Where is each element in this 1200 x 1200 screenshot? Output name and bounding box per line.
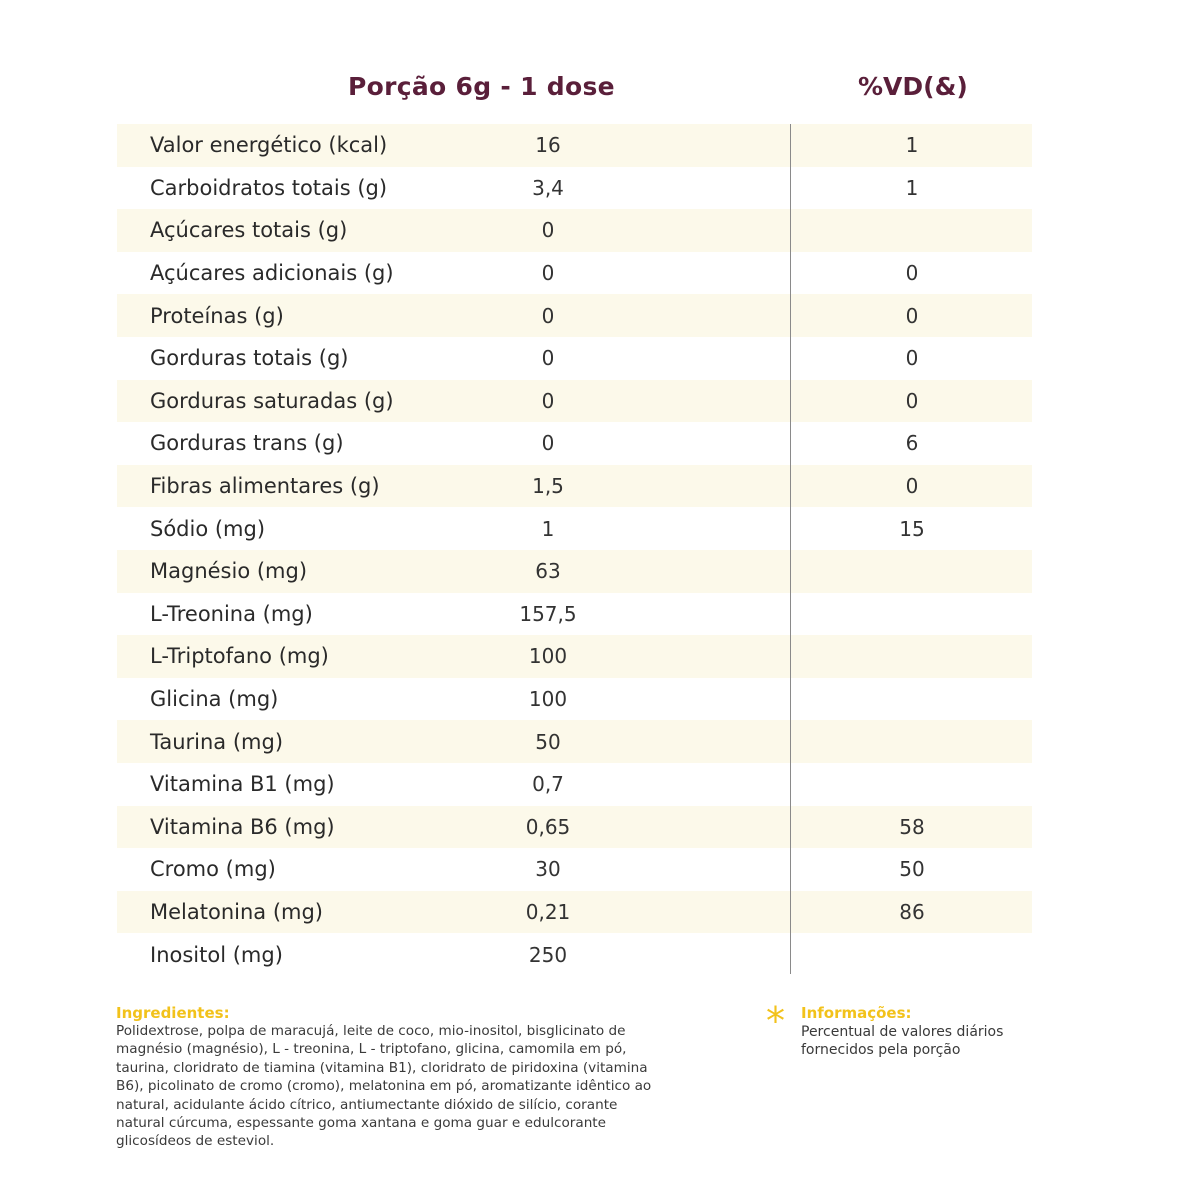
nutrient-label: Açúcares adicionais (g) [150, 261, 394, 286]
table-row [117, 507, 1032, 550]
nutrient-amount: 0 [541, 388, 555, 413]
nutrient-label: Valor energético (kcal) [150, 133, 388, 158]
nutrient-label: Gorduras trans (g) [150, 431, 344, 456]
table-row [117, 422, 1032, 465]
table-row [117, 294, 1032, 337]
table-row [117, 209, 1032, 252]
table-row [117, 252, 1032, 295]
nutrient-label: Cromo (mg) [150, 857, 276, 882]
nutrient-amount: 0,65 [525, 814, 571, 839]
nutrient-label: Gorduras totais (g) [150, 346, 349, 371]
ingredients-line: taurina, cloridrato de tiamina (vitamina B1), cloridrato de piridoxina (vitamina [116, 1059, 648, 1076]
nutrient-label: Fibras alimentares (g) [150, 474, 380, 499]
nutrient-vd: 6 [905, 431, 919, 456]
nutrient-label: Melatonina (mg) [150, 899, 323, 924]
nutrition-table [117, 124, 1032, 976]
nutrient-amount: 1 [541, 516, 555, 541]
column-divider [790, 124, 791, 974]
nutrient-amount: 250 [528, 942, 568, 967]
table-row [117, 635, 1032, 678]
table-row [117, 124, 1032, 167]
nutrient-vd: 86 [899, 899, 925, 924]
info-title: Informações: [801, 1004, 912, 1022]
nutrient-amount: 16 [535, 133, 561, 158]
nutrient-vd: 0 [905, 388, 919, 413]
ingredients-line: glicosídeos de esteviol. [116, 1133, 275, 1150]
nutrient-amount: 50 [535, 729, 561, 754]
table-row [117, 720, 1032, 763]
nutrient-amount: 1,5 [532, 474, 564, 499]
nutrient-amount: 0 [541, 303, 555, 328]
table-row [117, 337, 1032, 380]
nutrient-label: Carboidratos totais (g) [150, 175, 388, 200]
nutrient-label: Açúcares totais (g) [150, 218, 348, 243]
ingredients-text [116, 1022, 736, 1151]
nutrient-vd: 0 [905, 474, 919, 499]
nutrient-label: Proteínas (g) [150, 303, 284, 328]
nutrient-label: Inositol (mg) [150, 942, 283, 967]
info-text [801, 1023, 1041, 1060]
header-portion: Porção 6g - 1 dose [348, 72, 615, 101]
nutrient-label: Glicina (mg) [150, 687, 279, 712]
nutrient-vd: 58 [899, 814, 925, 839]
nutrient-amount: 63 [535, 559, 561, 584]
nutrient-label: Taurina (mg) [150, 729, 284, 754]
ingredients-title: Ingredientes: [116, 1004, 230, 1022]
nutrient-amount: 100 [528, 644, 568, 669]
table-row [117, 593, 1032, 636]
nutrient-amount: 0 [541, 218, 555, 243]
nutrient-vd: 1 [905, 133, 919, 158]
nutrient-amount: 3,4 [532, 175, 564, 200]
table-row [117, 891, 1032, 934]
nutrient-amount: 0,21 [525, 899, 571, 924]
table-row [117, 380, 1032, 423]
nutrient-vd: 0 [905, 346, 919, 371]
ingredients-line: magnésio (magnésio), L - treonina, L - triptofano, glicina, camomila em pó, [116, 1041, 627, 1058]
nutrient-label: Sódio (mg) [150, 516, 266, 541]
nutrient-label: Gorduras saturadas (g) [150, 388, 394, 413]
nutrient-label: Magnésio (mg) [150, 559, 308, 584]
asterisk-icon: * [766, 999, 785, 1043]
nutrient-label: Vitamina B1 (mg) [150, 772, 335, 797]
table-row [117, 848, 1032, 891]
nutrient-label: L-Treonina (mg) [150, 601, 313, 626]
nutrient-vd: 0 [905, 303, 919, 328]
nutrient-amount: 0 [541, 431, 555, 456]
nutrient-amount: 30 [535, 857, 561, 882]
header-vd: %VD(&) [858, 72, 968, 101]
nutrient-label: L-Triptofano (mg) [150, 644, 329, 669]
nutrient-amount: 100 [528, 687, 568, 712]
info-line: fornecidos pela porção [801, 1042, 961, 1059]
table-row [117, 167, 1032, 210]
table-row [117, 465, 1032, 508]
table-row [117, 806, 1032, 849]
nutrient-vd: 50 [899, 857, 925, 882]
nutrient-vd: 1 [905, 175, 919, 200]
table-row [117, 933, 1032, 976]
nutrient-amount: 0 [541, 261, 555, 286]
ingredients-line: natural, acidulante ácido cítrico, antiumectante dióxido de silício, corante [116, 1096, 618, 1113]
ingredients-line: natural cúrcuma, espessante goma xantana e goma guar e edulcorante [116, 1115, 607, 1132]
nutrient-amount: 0 [541, 346, 555, 371]
table-row [117, 678, 1032, 721]
nutrient-amount: 157,5 [519, 601, 577, 626]
nutrient-label: Vitamina B6 (mg) [150, 814, 335, 839]
nutrient-amount: 0,7 [532, 772, 564, 797]
nutrient-vd: 15 [899, 516, 925, 541]
nutrient-vd: 0 [905, 261, 919, 286]
ingredients-section [116, 1004, 736, 1151]
ingredients-line: Polidextrose, polpa de maracujá, leite de coco, mio-inositol, bisglicinato de [116, 1023, 626, 1039]
table-row [117, 763, 1032, 806]
table-row [117, 550, 1032, 593]
info-line: Percentual de valores diários [801, 1024, 1004, 1040]
ingredients-line: B6), picolinato de cromo (cromo), melatonina em pó, aromatizante idêntico ao [116, 1078, 652, 1095]
